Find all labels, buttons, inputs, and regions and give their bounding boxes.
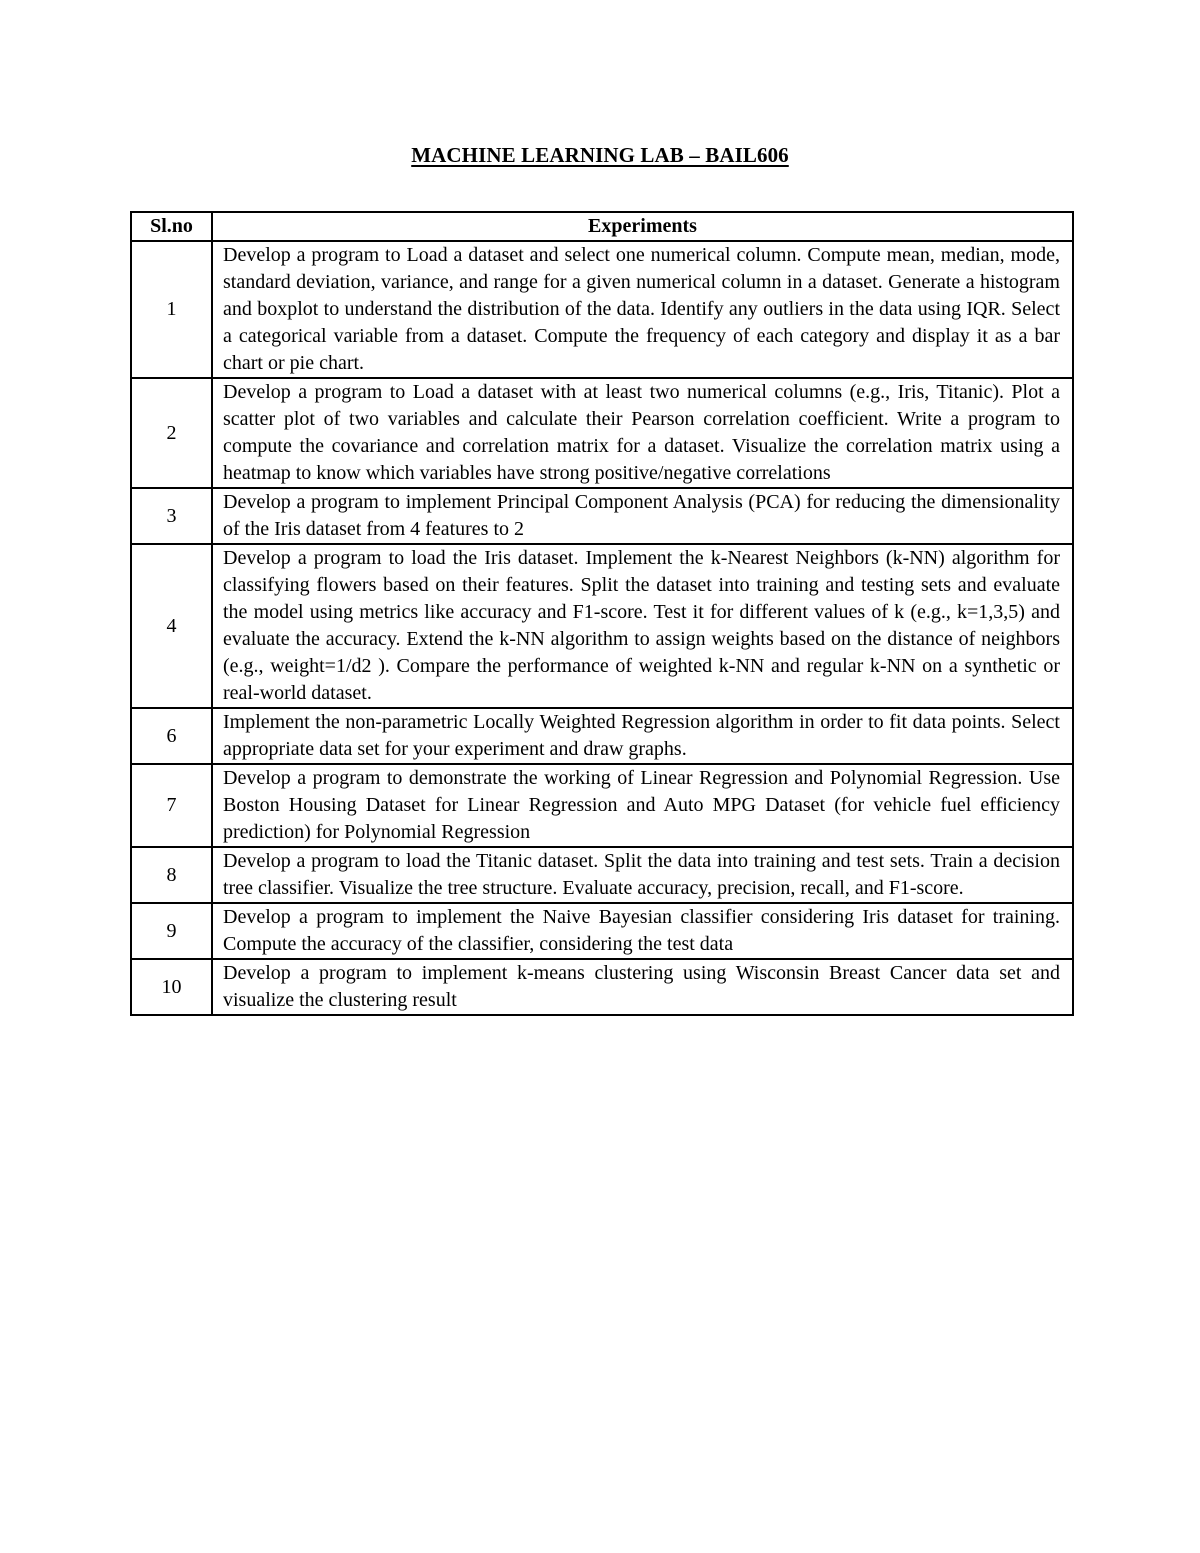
table-row: [131, 241, 1073, 378]
row-experiment-text: Develop a program to Load a dataset and select one numerical column. Compute mean, median, mode, standard deviation, variance, and range for a given numerical column in a dataset. Generate a histogram and boxplot to understand the distribution of the data. Identify any outliers in the data using IQR. Select a categorical variable from a dataset. Compute the frequency of each category and display it as a bar chart or pie chart.: [212, 241, 1073, 378]
table-row: [131, 488, 1073, 544]
row-slno: 9: [131, 903, 212, 959]
experiments-table: [130, 211, 1074, 1016]
row-slno: 8: [131, 847, 212, 903]
row-slno: 3: [131, 488, 212, 544]
row-slno: 7: [131, 764, 212, 847]
row-experiment-text: Implement the non-parametric Locally Weighted Regression algorithm in order to fit data points. Select appropriate data set for your experiment and draw graphs.: [212, 708, 1073, 764]
header-experiments: Experiments: [212, 212, 1073, 241]
row-slno: 2: [131, 378, 212, 488]
table-row: [131, 764, 1073, 847]
table-row: [131, 544, 1073, 708]
row-experiment-text: Develop a program to Load a dataset with at least two numerical columns (e.g., Iris, Titanic). Plot a scatter plot of two variables and calculate their Pearson correlation coefficient. Write a program to compute the covariance and correlation matrix for a dataset. Visualize the correlation matrix using a heatmap to know which variables have strong positive/negative correlations: [212, 378, 1073, 488]
row-slno: 6: [131, 708, 212, 764]
row-experiment-text: Develop a program to load the Iris dataset. Implement the k-Nearest Neighbors (k-NN) algorithm for classifying flowers based on their features. Split the dataset into training and testing sets and evaluate the model using metrics like accuracy and F1-score. Test it for different values of k (e.g., k=1,3,5) and evaluate the accuracy. Extend the k-NN algorithm to assign weights based on the distance of neighbors (e.g., weight=1/d2 ). Compare the performance of weighted k-NN and regular k-NN on a synthetic or real-world dataset.: [212, 544, 1073, 708]
table-row: [131, 378, 1073, 488]
table-header-row: [131, 212, 1073, 241]
row-slno: 4: [131, 544, 212, 708]
table-row: [131, 847, 1073, 903]
row-experiment-text: Develop a program to implement k-means clustering using Wisconsin Breast Cancer data set and visualize the clustering result: [212, 959, 1073, 1015]
row-experiment-text: Develop a program to load the Titanic dataset. Split the data into training and test sets. Train a decision tree classifier. Visualize the tree structure. Evaluate accuracy, precision, recall, and F1-score.: [212, 847, 1073, 903]
row-experiment-text: Develop a program to implement Principal Component Analysis (PCA) for reducing the dimensionality of the Iris dataset from 4 features to 2: [212, 488, 1073, 544]
row-experiment-text: Develop a program to demonstrate the working of Linear Regression and Polynomial Regression. Use Boston Housing Dataset for Linear Regression and Auto MPG Dataset (for vehicle fuel efficiency prediction) for Polynomial Regression: [212, 764, 1073, 847]
table-row: [131, 708, 1073, 764]
table-row: [131, 959, 1073, 1015]
row-slno: 10: [131, 959, 212, 1015]
table-row: [131, 903, 1073, 959]
row-experiment-text: Develop a program to implement the Naive Bayesian classifier considering Iris dataset for training. Compute the accuracy of the classifier, considering the test data: [212, 903, 1073, 959]
row-slno: 1: [131, 241, 212, 378]
header-slno: Sl.no: [131, 212, 212, 241]
page-title: MACHINE LEARNING LAB – BAIL606: [411, 143, 789, 167]
